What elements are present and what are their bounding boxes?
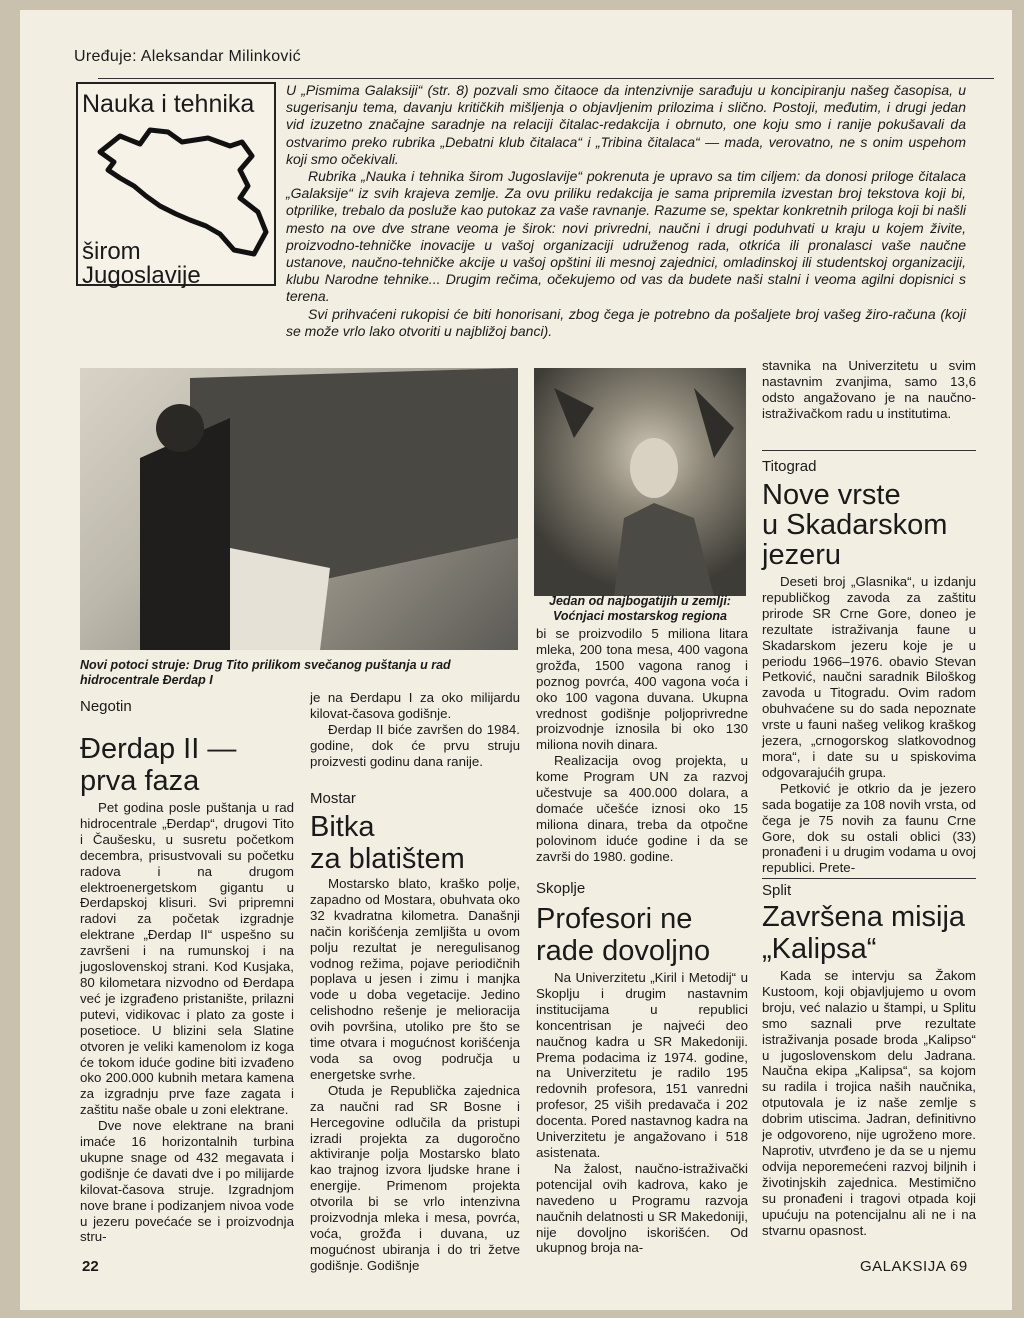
article-title: Nove vrste — [762, 479, 901, 511]
section-location: Split — [762, 882, 792, 899]
section-location: Titograd — [762, 458, 817, 475]
header-rule — [98, 78, 994, 79]
photo-tito-plaque — [80, 368, 518, 650]
photo-caption: Jedan od najbogatijih u zemlji: Voćnjaci mostarskog regiona — [549, 594, 731, 623]
column-rule — [762, 450, 976, 451]
section-location: Negotin — [80, 698, 132, 715]
article-paragraph: Kada se intervju sa Žakom Kustoom, koji objavljujemo u ovom broju, već nalazio u štampi, u Splitu smo saznali prve rezultate istraživanja posade broda „Kalipso“ u jugoslovenskom delu Jadrana. Naučna ekipa „Kalipsa“, sa kojom su radila i trojica naših naučnika, otputovala je iz naše zemlje s dobrim utiscima. Jadran, definitivno je odgovoreno, nije ugroženo more. Naprotiv, utvrđeno je da se u njemu odvija neporemećeni razvoj biljnih i životinjskih zajednica. Mestimično su pronađeni i tragovi otpada koji upućuju na potencijalnu ali ne i na stvarnu opasnost. — [762, 968, 976, 1238]
photo-orchard-woman-drawing — [534, 368, 746, 596]
article-title: za blatištem — [310, 843, 465, 875]
intro-paragraph: U „Pismima Galaksiji“ (str. 8) pozvali smo čitaoce da intenzivnije sarađuju u koncipiranju našeg časopisa, u sugerisanju tema, davanju kritičkih mišljenja o objavljenim prilozima i slično. Postoji, međutim, i drugi jedan vid izuzetno značajne saradnje na relaciji čitalac-redakcija i obrnuto, one koju smo i ranije pokušavali da ostvarimo preko rubrika „Debatni klub čitalaca“ i „Tribina čitalaca“ — mada, verovatno, ne s onim uspehom koji smo očekivali. — [286, 82, 966, 167]
article-paragraph: Dve nove elektrane na brani imaće 16 horizontalnih turbina ukupne snage od 432 megavata i godišnje će davati dve i po milijarde kilovat-časova struje. Izgradnjom nove brane i podizanjem nivoa vode u jezeru povećaće se i proizvodnja stru- — [80, 1118, 294, 1245]
magazine-page — [20, 10, 1012, 1310]
article-paragraph: Deseti broj „Glasnika“, u izdanju republičkog zavoda za zaštitu prirode SR Crne Gore, doneo je rezultate istraživanja faune u Skadarskom jezeru koje je u periodu 1966–1976. obavio Stevan Petković, naučni saradnik Biloškog zavoda u Titogradu. Ovim radom obuhvaćene su do sada nepoznate vrste u fauni našeg velikog kraškog jezera, „crnogorskog slatkovodnog mora“, i date su u spiskovima odgovarajućih grupa. — [762, 574, 976, 780]
photo-orchard-woman — [534, 368, 746, 596]
article-body — [80, 800, 294, 1245]
logo-title: Nauka i tehnika — [82, 90, 255, 118]
section-location: Skoplje — [536, 880, 586, 897]
article-paragraph: Pet godina posle puštanja u rad hidrocentrale „Đerdap“, drugovi Tito i Čaušesku, u susretu početkom decembra, prisustvovali su početku radova i na drugom elektroenergetskom gigantu u Đerdapskoj klisuri. Svi pripremni radovi za početak izgradnje elektrane „Đerdap II“ uspešno su završeni i na rumunskoj i na jugoslovenskoj strani. Kod Kusjaka, 80 kilometara nizvodno od Đerdapa već je izgrađeno pristanište, prilazni putevi, vidikovac i plato za goste i posetioce. U blizini sela Slatine otvoren je veliki kamenolom iz koga će tokom iduće godine biti izvađeno oko 200.000 kubnih metara kamena za izgradnju prve faze zagata i zaštitu naše obale u zoni elektrane. — [80, 800, 294, 1118]
article-body — [762, 574, 976, 876]
article-title: Bitka — [310, 811, 375, 843]
logo-subtitle-2: Jugoslavije — [82, 262, 201, 289]
intro-text — [286, 82, 966, 340]
article-paragraph: Otuda je Republička zajednica za naučni rad SR Bosne i Hercegovine odlučila da pristupi izradi projekta za dugoročno aktiviranje polja Mostarsko blato kao trajnog izvora ljudske hrane i energije. Primenom projekta otvorila bi se vrlo intenzivna proizvodnja mleka i mesa, povrća, voća, grožđa i duvana, uz mogućnost ubiranja i do tri žetve godišnje. Godišnje — [310, 1082, 520, 1273]
article-paragraph: Petković je otkrio da je jezero sada bogatije za 108 novih vrsta, od čega je 75 novih za faunu Crne Gore, dok su ostali oblici (33) pronađeni i u drugim vodama u ovoj republici. Prete- — [762, 780, 976, 876]
article-paragraph: je na Đerdapu I za oko milijardu kilovat-časova godišnje. — [310, 690, 520, 721]
article-title: rade dovoljno — [536, 935, 711, 967]
article-paragraph: Mostarsko blato, kraško polje, zapadno od Mostara, obuhvata oko 32 kvadratna kilometra. Današnji način korišćenja zemljišta u ovom polju rezultat je neregulisanog vodnog režima, pojave periodičnih poplava u jesen i zimu i manjka vode u doba vegetacije. Jedino celishodno rešenje je melioracija ovih površina, utoliko pre što se time otvara i mogućnost korišćenja voda sa ovog područja u energetske svrhe. — [310, 876, 520, 1082]
article-title: jezeru — [762, 539, 841, 571]
article-paragraph: Na Univerzitetu „Kiril i Metodij“ u Skoplju i drugim nastavnim institucijama u republici koncentrisan je najveći deo naučnog kadra u SR Makedoniji. Prema podacima iz 1974. godine, na Univerzitetu je radilo 195 redovnih profesora, 151 vanredni profesor, 25 viših predavača i 202 docenta. Pored nastavnog kadra na Univerzitetu je angažovano i 518 asistenata. — [536, 970, 748, 1160]
article-body — [762, 968, 976, 1238]
article-body — [762, 358, 976, 422]
article-title: Đerdap II — — [80, 733, 237, 765]
article-body — [536, 626, 748, 865]
section-logo — [76, 82, 276, 289]
editor-credit: Uređuje: Aleksandar Milinković — [74, 48, 301, 65]
article-body — [536, 970, 748, 1256]
section-location: Mostar — [310, 790, 356, 807]
column-rule — [762, 878, 976, 879]
article-title: prva faza — [80, 765, 200, 797]
page-number-right: GALAKSIJA 69 — [860, 1258, 968, 1275]
article-paragraph: bi se proizvodilo 5 miliona litara mleka, 200 tona mesa, 400 vagona grožđa, 1500 vagona ranog i poznog povrća, 400 vagona voća i oko 100 vagona duvana. Ukupna vrednost godišnje poljoprivredne proizvodnje iznosila bi oko 130 miliona novih dinara. — [536, 626, 748, 753]
logo-subtitle-1: širom — [82, 238, 141, 265]
intro-paragraph: Rubrika „Nauka i tehnika širom Jugoslavije“ pokrenuta je upravo sa tim ciljem: da donosi priloge čitalaca „Galaksije“ iz svih krajeva zemlje. Za ovu priliku redakcija je sama pripremila izvestan broj tekstova koji bi, otprilike, trebalo da posluže kao putokaz za vaše ravnanje. Razume se, spektar konkretnih priloga koji bi našli mesto na ove dve strane veoma je širok: novi privredni, naučni i drugi poduhvati u kraju u kojem živite, proizvodno-tehničke inovacije u vašoj organizaciji udruženog rada, otkrića ili pronalasci vaše naučne ustanove, naučno-tehničke akcije u vašoj opštini ili mesnoj zajednici, omladinskoj ili studentskoj organizaciji, klubu Narodne tehnike... Drugim rečima, očekujemo od vas da budete naši stalni i veoma agilni dopisnici s terena. — [286, 168, 966, 305]
article-body — [310, 690, 520, 770]
photo-tito-plaque-drawing — [80, 368, 518, 650]
page-number-left: 22 — [82, 1258, 99, 1275]
article-title: „Kalipsa“ — [762, 933, 877, 965]
intro-paragraph: Svi prihvaćeni rukopisi će biti honorisani, zbog čega je potrebno da pošaljete broj vašeg žiro-računa (koji se može vrlo lako otvoriti u najbližoj banci). — [286, 305, 966, 339]
article-title: Profesori ne — [536, 903, 693, 935]
article-title: u Skadarskom — [762, 509, 948, 541]
article-paragraph: stavnika na Univerzitetu u svim nastavnim zvanjima, samo 13,6 odsto angažovano je na naučno-istraživačkom radu u institutima. — [762, 358, 976, 421]
article-paragraph: Na žalost, naučno-istraživački potencijal ovih kadrova, kako je navedeno u Programu razvoja naučnih delatnosti u SR Makedoniji, nije dovoljno iskorišćen. Od ukupnog broja na- — [536, 1160, 748, 1256]
article-title: Završena misija — [762, 901, 966, 933]
article-body — [310, 876, 520, 1274]
article-paragraph: Realizacija ovog projekta, u kome Program UN za razvoj učestvuje sa 400.000 dolara, a domaće učešće iznosi oko 15 miliona dinara, treba da otpočne polovinom iduće godine i da se završi do 1980. godine. — [536, 753, 748, 864]
photo-caption: Novi potoci struje: Drug Tito prilikom svečanog puštanja u rad hidrocentrale Đerdap I — [80, 658, 451, 687]
article-paragraph: Đerdap II biće završen do 1984. godine, dok će prvu struju proizvesti godinu dana ranije. — [310, 721, 520, 769]
